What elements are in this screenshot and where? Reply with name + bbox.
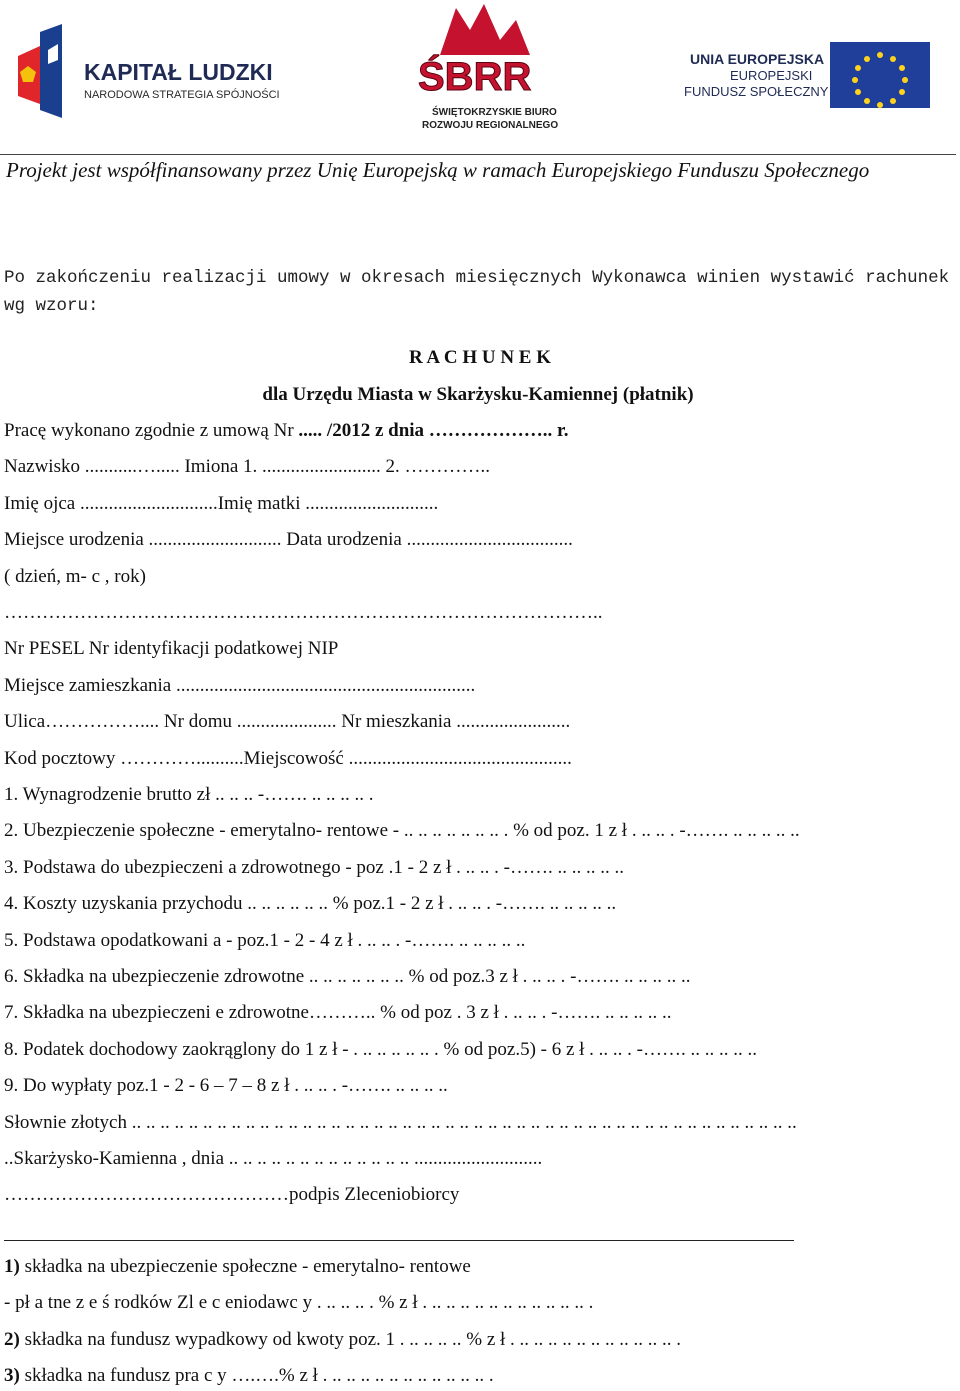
form-line <box>4 602 603 624</box>
form-line-text: 9. Do wypłaty poz.1 - 2 - 6 – 7 – 8 z ł . .. .. . -……. .. .. .. .. <box>4 1075 448 1097</box>
form-line-bold: ..... /2012 z dnia ……………….. r. <box>298 420 569 441</box>
intro-line-1: Po zakończeniu realizacji umowy w okresach miesięcznych Wykonawca winien wystawić rachunek <box>4 268 950 288</box>
sbrr-sub2: ROZWOJU REGIONALNEGO <box>422 120 559 131</box>
logo-header <box>0 0 960 150</box>
form-line-text: 6. Składka na ubezpieczenie zdrowotne .. .. .. .. .. .. .. % od poz.3 z ł . .. .. . -……. .. .. .. .. .. <box>4 966 691 987</box>
form-line-text: Słownie złotych .. .. .. .. .. .. .. .. .. .. .. .. .. .. .. .. .. .. .. .. .. .. .. .. .. .. .. .. .. .. .. .. .. .. .. .. .. .. .. .. .. .. .. .. .. .. .. <box>4 1111 797 1133</box>
footnote-rule <box>4 1240 794 1241</box>
form-line-text: Pracę wykonano zgodnie z umową Nr <box>4 420 299 441</box>
sbrr-sub1: ŚWIĘTOKRZYSKIE BIURO <box>432 107 557 118</box>
kapital-ludzki-logo <box>18 24 62 118</box>
form-line <box>4 1039 757 1061</box>
footnote-number: 2) <box>4 1328 20 1350</box>
form-line <box>4 566 146 588</box>
eu-line1: UNIA EUROPEJSKA <box>690 51 825 67</box>
form-line <box>4 1075 448 1097</box>
form-line <box>4 857 624 879</box>
form-line <box>4 748 572 770</box>
form-line <box>4 493 438 515</box>
form-line-text: Nazwisko ...........…..... Imiona 1. ......................... 2. ………….. <box>4 456 491 478</box>
form-line-text: 7. Składka na ubezpieczeni e zdrowotne……….. % od poz . 3 z ł . .. .. . -……. .. .. .. .. .. <box>4 1002 672 1024</box>
form-line-text: 3. Podstawa do ubezpieczeni a zdrowotnego - poz .1 - 2 z ł . .. .. . -……. .. .. .. .. .. <box>4 856 624 878</box>
form-line-text: Imię ojca .............................Imię matki ............................ <box>4 492 439 514</box>
intro-line-2: wg wzoru: <box>4 296 99 316</box>
footnote-line <box>4 1365 494 1387</box>
form-line <box>4 1112 797 1134</box>
logo-graphics <box>0 0 960 150</box>
form-line <box>4 711 570 733</box>
footnote-text: - pł a tne z e ś rodków Zl e c eniodawc y . .. .. .. . % z ł . .. .. .. .. .. .. .. .. .. .. .. . <box>4 1292 594 1314</box>
footnote-text: składka na fundusz pra c y ….….% z ł . .. .. .. .. .. .. .. .. .. .. .. . <box>19 1365 494 1387</box>
footnote-number: 1) <box>4 1256 20 1277</box>
footnote-line <box>4 1292 593 1314</box>
footnote-line <box>4 1256 471 1278</box>
form-line <box>4 1148 542 1170</box>
form-line <box>4 784 373 806</box>
form-line-text: ( dzień, m- c , rok) <box>4 565 146 587</box>
document-subtitle: dla Urzędu Miasta w Skarżysku-Kamiennej (płatnik) <box>262 384 694 405</box>
footnote-number: 3) <box>4 1365 20 1387</box>
form-line-text: Ulica…………….... Nr domu ..................... Nr mieszkania ........................ <box>4 711 571 733</box>
form-line <box>4 638 338 660</box>
eu-line3: FUNDUSZ SPOŁECZNY <box>684 84 829 99</box>
sbrr-logo <box>418 4 558 131</box>
form-line-text: ………………………………………podpis Zleceniobiorcy <box>4 1184 460 1206</box>
form-line <box>4 893 616 915</box>
form-line-text: ………………………………………………………………………………….. <box>4 602 603 623</box>
form-line-text: 8. Podatek dochodowy zaokrąglony do 1 z ł - . .. .. .. .. .. . % od poz.5) - 6 z ł . .. .. . -……. .. .. .. .. .. <box>4 1038 758 1060</box>
form-line <box>4 1002 671 1024</box>
footnote-text: składka na ubezpieczenie społeczne - emerytalno- rentowe <box>19 1256 471 1277</box>
footnote-line <box>4 1329 681 1351</box>
form-line-text: Kod pocztowy …………..........Miejscowość ............................................... <box>4 747 572 769</box>
eu-flag <box>830 42 930 108</box>
kl-sub: NARODOWA STRATEGIA SPÓJNOŚCI <box>84 89 280 101</box>
form-line <box>4 420 569 442</box>
form-line-text: ..Skarżysko-Kamienna , dnia .. .. .. .. .. .. .. .. .. .. .. .. .. ........................... <box>4 1148 543 1169</box>
form-line <box>4 456 490 478</box>
eu-line2: EUROPEJSKI <box>730 68 813 83</box>
form-line <box>4 675 475 697</box>
form-line-text: 1. Wynagrodzenie brutto zł .. .. .. -……. .. .. .. .. . <box>4 784 374 805</box>
form-line-text: Nr PESEL Nr identyfikacji podatkowej NIP <box>4 638 339 660</box>
form-line <box>4 930 525 952</box>
form-line-text: 5. Podstawa opodatkowani a - poz.1 - 2 - 4 z ł . .. .. . -……. .. .. .. .. .. <box>4 929 526 951</box>
form-line-text: 4. Koszty uzyskania przychodu .. .. .. .. .. .. % poz.1 - 2 z ł . .. .. . -……. .. .. .. .. .. <box>4 893 617 915</box>
form-line <box>4 1184 459 1206</box>
form-line <box>4 966 690 988</box>
kl-title: KAPITAŁ LUDZKI <box>84 59 273 85</box>
document-title: R A C H U N E K <box>409 347 551 368</box>
footnote-text: składka na fundusz wypadkowy od kwoty poz. 1 . .. .. .. .. % z ł . .. .. .. .. .. .. .. .. .. .. .. . <box>19 1328 682 1350</box>
sbrr-title: ŚBRR <box>418 55 532 99</box>
form-line <box>4 820 800 842</box>
form-line-text: 2. Ubezpieczenie społeczne - emerytalno- rentowe - .. .. .. .. .. .. .. . % od poz. 1 z ł . .. .. . -……. .. .. .. .. .. <box>4 820 800 842</box>
form-line <box>4 529 573 551</box>
cofinancing-note: Projekt jest współfinansowany przez Unię Europejską w ramach Europejskiego Funduszu Społecznego <box>6 158 870 182</box>
form-line-text: Miejsce zamieszkania ............................................................... <box>4 674 476 696</box>
header-rule <box>0 154 956 155</box>
form-line-text: Miejsce urodzenia ............................ Data urodzenia ................................... <box>4 529 573 551</box>
